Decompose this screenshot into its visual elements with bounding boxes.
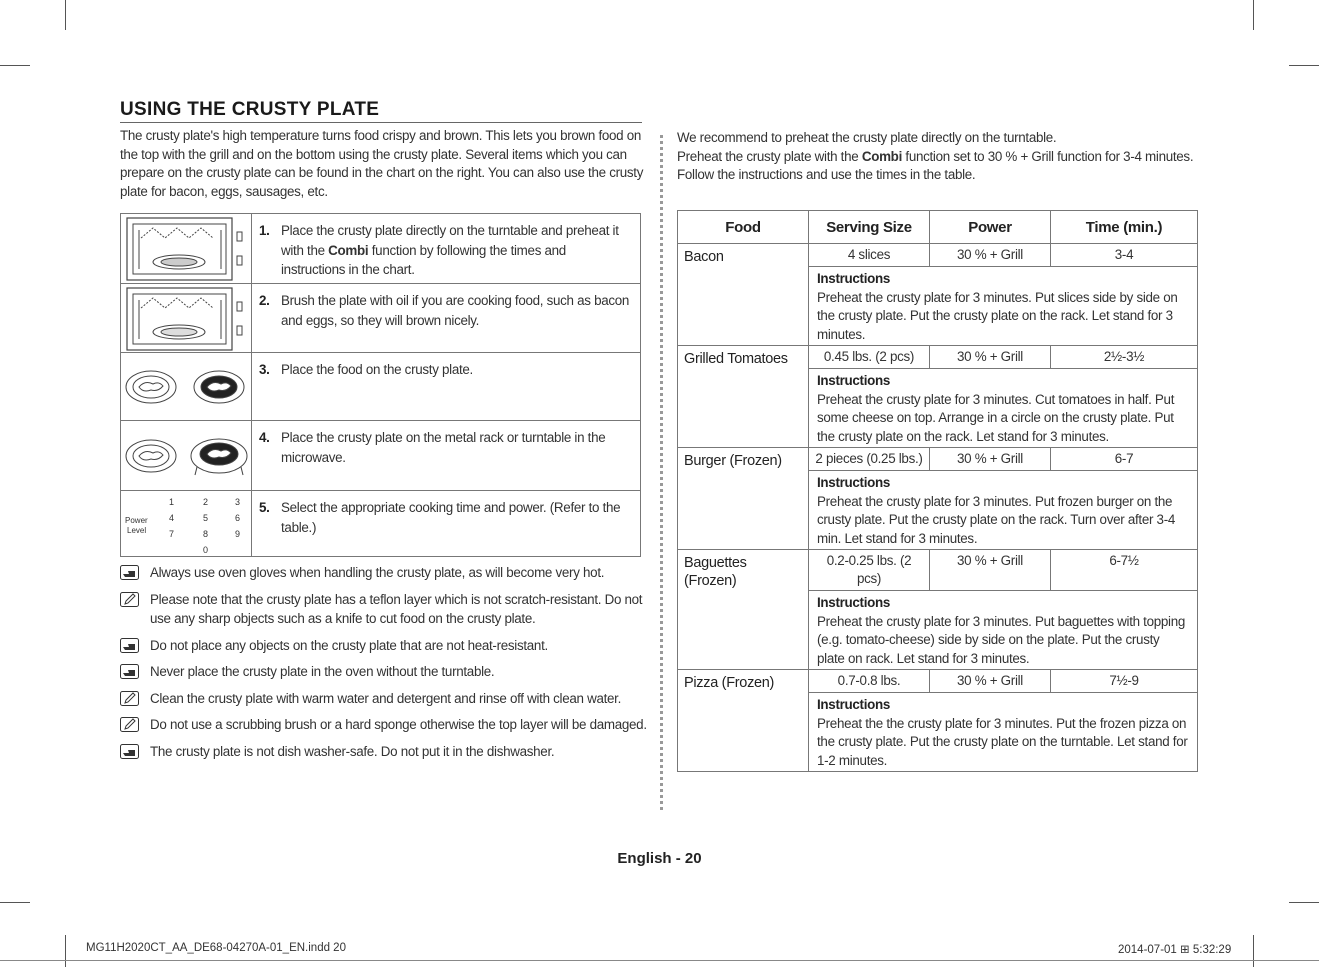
food-cell: Burger (Frozen) xyxy=(678,448,809,550)
file-slug: MG11H2020CT_AA_DE68-04270A-01_EN.indd 20 xyxy=(86,942,346,954)
page-number: English - 20 xyxy=(617,850,702,867)
crop-mark xyxy=(65,0,66,30)
step-text: 2. Brush the plate with oil if you are cooking food, such as bacon and eggs, so they will brown nicely. xyxy=(259,293,630,328)
pointing-hand-icon xyxy=(120,565,139,580)
pointing-hand-icon xyxy=(120,744,139,759)
steps-box xyxy=(120,213,641,557)
table-row xyxy=(678,448,1198,471)
bottom-rule xyxy=(0,960,1319,961)
time-cell: 3-4 xyxy=(1051,244,1198,267)
keypad-key: 1 xyxy=(169,497,175,507)
notes-list xyxy=(120,563,650,768)
header-food: Food xyxy=(678,211,809,244)
time-cell: 6-7 xyxy=(1051,448,1198,471)
crop-mark xyxy=(1289,902,1319,903)
column-divider xyxy=(660,135,663,810)
step-text: 4. Place the crusty plate on the metal rack or turntable in the microwave. xyxy=(259,430,606,465)
step-row xyxy=(121,420,640,491)
page-heading: USING THE CRUSTY PLATE xyxy=(120,100,642,123)
instructions-cell: Instructions Preheat the crusty plate for 3 minutes. Cut tomatoes in half. Put some cheese on top. Arrange in a circle on the crusty plate. Put the crusty plate on the rack. Let stand for 3 minutes. xyxy=(809,369,1198,448)
print-timestamp: 2014-07-01 ⊞ 5:32:29 xyxy=(1118,944,1232,956)
keypad-key: 0 xyxy=(203,545,209,555)
time-cell: 2½-3½ xyxy=(1051,346,1198,369)
instructions-cell: Instructions Preheat the crusty plate for 3 minutes. Put frozen burger on the crusty plate. Put the crusty plate on the rack. Turn over after 3-4 min. Let stand for 3 minutes. xyxy=(809,471,1198,550)
keypad-key: 5 xyxy=(203,513,209,523)
serving-cell: 2 pieces (0.25 lbs.) xyxy=(809,448,930,471)
step-text: 3. Place the food on the crusty plate. xyxy=(259,360,630,380)
table-header-row xyxy=(678,211,1198,244)
keypad-key: 9 xyxy=(235,529,241,539)
time-cell: 7½-9 xyxy=(1051,670,1198,693)
table-row xyxy=(678,244,1198,267)
power-cell: 30 % + Grill xyxy=(930,346,1051,369)
cooking-table xyxy=(677,210,1198,772)
pencil-note-icon xyxy=(120,592,139,607)
step-number: 4. xyxy=(259,430,270,445)
note-item: Do not place any objects on the crusty plate that are not heat-resistant. xyxy=(120,636,650,656)
serving-cell: 0.7-0.8 lbs. xyxy=(809,670,930,693)
header-serving-size: Serving Size xyxy=(809,211,930,244)
time-cell: 6-7½ xyxy=(1051,550,1198,591)
power-cell: 30 % + Grill xyxy=(930,550,1051,591)
keypad-level-label: Level xyxy=(127,526,147,535)
keypad-key: 8 xyxy=(203,529,209,539)
instructions-cell: Instructions Preheat the crusty plate for 3 minutes. Put baguettes with topping (e.g. tomato-cheese) side by side on the plate. Put the crusty plate on rack. Let stand for 3 minutes. xyxy=(809,591,1198,670)
food-cell: Bacon xyxy=(678,244,809,346)
pencil-note-icon xyxy=(120,717,139,732)
power-cell: 30 % + Grill xyxy=(930,670,1051,693)
crop-mark xyxy=(1253,935,1254,967)
instructions-cell: Instructions Preheat the crusty plate for 3 minutes. Put slices side by side on the crusty plate. Put the crusty plate on the rack. Let stand for 3 minutes. xyxy=(809,267,1198,346)
crop-mark xyxy=(65,935,66,967)
keypad-key: 6 xyxy=(235,513,241,523)
serving-cell: 4 slices xyxy=(809,244,930,267)
crop-mark xyxy=(1253,0,1254,30)
serving-cell: 0.45 lbs. (2 pcs) xyxy=(809,346,930,369)
food-cell: Pizza (Frozen) xyxy=(678,670,809,772)
crop-mark xyxy=(1289,65,1319,66)
step-row xyxy=(121,283,640,353)
step-number: 5. xyxy=(259,500,270,515)
keypad-illustration xyxy=(121,491,252,557)
pencil-note-icon xyxy=(120,691,139,706)
step-text: 5. Select the appropriate cooking time and power. (Refer to the table.) xyxy=(259,500,621,535)
food-cell: Baguettes (Frozen) xyxy=(678,550,809,670)
table-row xyxy=(678,670,1198,693)
food-cell: Grilled Tomatoes xyxy=(678,346,809,448)
step-number: 3. xyxy=(259,362,270,377)
step-number: 1. xyxy=(259,223,270,238)
crop-mark xyxy=(0,902,30,903)
power-cell: 30 % + Grill xyxy=(930,244,1051,267)
keypad-key: 4 xyxy=(169,513,175,523)
header-power: Power xyxy=(930,211,1051,244)
food-on-plate-illustration xyxy=(121,353,252,421)
step-text: 1. Place the crusty plate directly on the turntable and preheat it with the Combi function by following the times and instructions in the chart. xyxy=(259,223,619,277)
note-item: Clean the crusty plate with warm water and detergent and rinse off with clean water. xyxy=(120,689,650,709)
note-item: Please note that the crusty plate has a teflon layer which is not scratch-resistant. Do not use any sharp objects such as a knife to cut food on the crusty plate. xyxy=(120,590,650,629)
note-item: Always use oven gloves when handling the crusty plate, as will become very hot. xyxy=(120,563,650,583)
keypad-key: 2 xyxy=(203,497,209,507)
step-row xyxy=(121,490,640,557)
microwave-plate-illustration xyxy=(121,214,252,283)
table-row xyxy=(678,346,1198,369)
power-cell: 30 % + Grill xyxy=(930,448,1051,471)
step-row xyxy=(121,214,640,283)
step-number: 2. xyxy=(259,293,270,308)
header-time: Time (min.) xyxy=(1051,211,1198,244)
intro-paragraph: The crusty plate's high temperature turns food crispy and brown. This lets you brown food on the top with the grill and on the bottom using the crusty plate. Several items which you can prepare on the crusty plate can be found in the chart on the right. You can also use the crusty plate for bacon, eggs, sausages, etc. xyxy=(120,128,644,199)
keypad-key: 7 xyxy=(169,529,175,539)
note-item: The crusty plate is not dish washer-safe. Do not put it in the dishwasher. xyxy=(120,742,650,762)
note-item: Do not use a scrubbing brush or a hard sponge otherwise the top layer will be damaged. xyxy=(120,715,650,735)
crop-mark xyxy=(0,65,30,66)
plate-on-rack-illustration xyxy=(121,421,252,491)
microwave-oil-illustration xyxy=(121,284,252,353)
keypad-power-label: Power xyxy=(125,516,148,525)
pointing-hand-icon xyxy=(120,664,139,679)
step-row xyxy=(121,352,640,421)
keypad-key: 3 xyxy=(235,497,241,507)
pointing-hand-icon xyxy=(120,638,139,653)
right-intro: We recommend to preheat the crusty plate directly on the turntable. Preheat the crusty plate with the Combi function set to 30 % + Grill function for 3-4 minutes. Follow the instructions and use the times in the table. xyxy=(677,130,1194,182)
serving-cell: 0.2-0.25 lbs. (2 pcs) xyxy=(809,550,930,591)
table-row xyxy=(678,550,1198,591)
note-item: Never place the crusty plate in the oven without the turntable. xyxy=(120,662,650,682)
instructions-cell: Instructions Preheat the the crusty plate for 3 minutes. Put the frozen pizza on the crusty plate. Put the crusty plate on the turntable. Let stand for 1-2 minutes. xyxy=(809,693,1198,772)
